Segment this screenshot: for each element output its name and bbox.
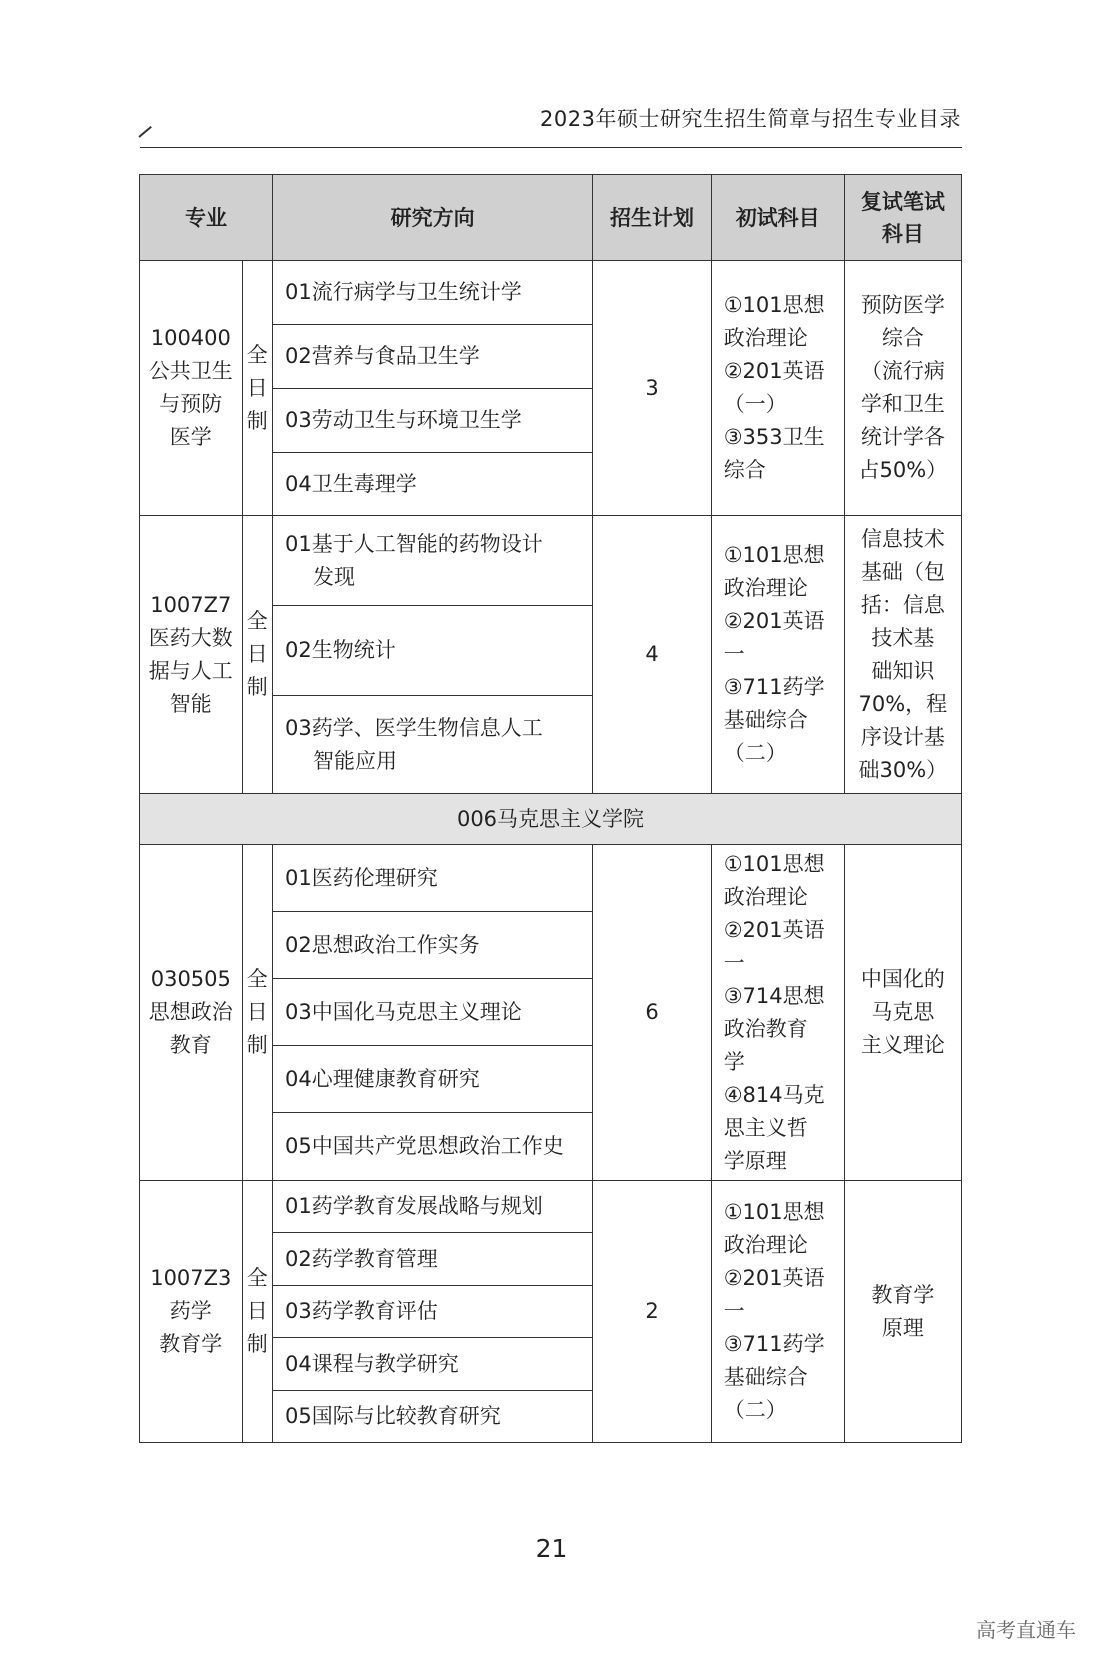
header-retest [844,175,961,261]
major-line: 医药大数 [148,625,233,650]
study-mode-cell [242,1181,272,1443]
direction-cell [272,389,592,453]
exam-subject-line: 一 [723,950,745,975]
direction-line: 04课程与教学研究 [284,1351,459,1376]
direction-line: 04心理健康教育研究 [284,1066,480,1091]
direction-line: 发现 [312,564,355,589]
exam-subject-line: （一） [723,392,787,416]
major-line: 思想政治 [148,1000,233,1024]
direction-line: 02思想政治工作实务 [284,932,480,957]
retest-subject-line: 综合 [881,326,924,350]
direction-cell [272,696,592,794]
retest-subject-line: 括：信息 [860,592,945,617]
retest-subject-line: 预防医学 [860,293,945,317]
direction-cell [272,1286,592,1338]
header-slash-mark [138,126,152,138]
study-mode-char: 日 [246,1000,268,1024]
retest-subject-cell [844,261,961,516]
header-direction: 研究方向 [272,175,592,261]
exam-subject-line: 政治理论 [723,884,808,909]
direction-line: 02生物统计 [284,638,396,662]
exam-subject-line: ③711药学 [723,675,825,699]
exam-subjects-cell [711,261,844,516]
plan-cell: 3 [593,261,711,516]
running-header-title: 2023年硕士研究生招生简章与招生专业目录 [540,107,961,131]
direction-line: 03药学、医学生物信息人工 [284,715,543,740]
retest-subject-line: 70%，程 [858,691,948,716]
major-line: 公共卫生 [148,359,233,383]
study-mode-char: 全 [246,609,268,633]
direction-line: 01基于人工智能的药物设计 [284,531,543,556]
direction-cell [272,325,592,389]
exam-subject-line: ①101思想 [723,293,825,317]
exam-subject-line: 基础综合 [723,708,808,732]
direction-line: 05国际与比较教育研究 [284,1404,501,1428]
retest-subject-line: 原理 [881,1315,924,1340]
direction-cell [272,912,592,979]
retest-subject-cell [844,845,961,1181]
table-body-lower [140,845,962,1443]
exam-subject-line: ①101思想 [723,851,825,876]
exam-subject-line: ③353卫生 [723,425,825,449]
study-mode-cell [242,845,272,1181]
direction-line: 01药学教育发展战略与规划 [284,1194,543,1218]
college-row [140,794,962,845]
study-mode-char: 全 [246,1266,268,1290]
retest-subject-line: 马克思 [871,1000,935,1024]
direction-cell [272,1181,592,1233]
direction-line: 03中国化马克思主义理论 [284,999,522,1024]
plan-cell: 4 [593,516,711,794]
exam-subject-line: 学 [723,1049,745,1074]
exam-subject-line: 一 [723,642,745,666]
direction-line: 03劳动卫生与环境卫生学 [284,408,522,432]
retest-subject-line: 中国化的 [860,967,945,991]
study-mode-char: 制 [246,1332,268,1356]
major-line: 据与人工 [148,658,233,683]
direction-cell [272,1046,592,1113]
direction-cell [272,453,592,516]
major-cell [140,845,243,1181]
retest-subject-line: 统计学各 [860,425,945,449]
direction-cell [272,1113,592,1181]
study-mode-cell [242,516,272,794]
exam-subjects-cell [711,516,844,794]
exam-subject-line: 综合 [723,458,766,482]
exam-subject-line: ④814马克 [723,1082,825,1107]
major-line: 1007Z3 [150,1266,232,1290]
direction-cell [272,606,592,696]
exam-subject-line: 学原理 [723,1148,787,1173]
major-line: 教育 [169,1033,212,1057]
table-body-upper [140,261,962,794]
retest-subject-cell [844,516,961,794]
header-major: 专业 [140,175,273,261]
exam-subject-line: ②201英语 [723,917,825,942]
exam-subjects-cell [711,1181,844,1443]
header-rule [140,147,962,148]
study-mode-char: 制 [246,1033,268,1057]
table-row [140,845,962,912]
study-mode-char: 全 [246,967,268,991]
direction-cell [272,261,592,325]
page-number: 21 [535,1534,568,1563]
retest-subject-line: 序设计基 [860,724,945,749]
admissions-catalog-table [139,174,962,1443]
study-mode-char: 制 [246,675,268,699]
direction-cell [272,1338,592,1391]
exam-subject-line: ②201英语 [723,359,825,383]
retest-subject-line: 教育学 [871,1282,935,1307]
exam-subject-line: ③711药学 [723,1332,825,1356]
header-retest-line: 复试笔试 [860,189,945,214]
retest-subject-cell [844,1181,961,1443]
study-mode-char: 日 [246,1299,268,1323]
college-name: 006马克思主义学院 [140,794,962,845]
study-mode-char: 日 [246,642,268,666]
exam-subject-line: 思主义哲 [723,1115,808,1140]
exam-subject-line: ①101思想 [723,543,825,567]
plan-cell: 2 [593,1181,711,1443]
major-line: 医学 [169,425,212,449]
header-exam: 初试科目 [711,175,844,261]
exam-subject-line: 政治理论 [723,1233,808,1257]
retest-subject-line: （流行病 [860,359,945,383]
direction-line: 02营养与食品卫生学 [284,344,480,368]
exam-subject-line: 政治理论 [723,326,808,350]
table-row [140,261,962,325]
direction-line: 03药学教育评估 [284,1299,438,1323]
major-line: 1007Z7 [150,592,232,617]
major-line: 100400 [150,326,231,350]
direction-cell [272,516,592,606]
study-mode-char: 全 [246,342,268,367]
retest-subject-line: 基础（包 [860,559,945,584]
major-line: 与预防 [159,392,223,416]
retest-subject-line: 主义理论 [860,1033,945,1057]
header-plan: 招生计划 [593,175,711,261]
retest-subject-line: 占50%） [858,458,948,482]
direction-line: 02药学教育管理 [284,1246,438,1271]
direction-line: 01流行病学与卫生统计学 [284,280,522,304]
exam-subject-line: 基础综合 [723,1365,808,1389]
exam-subject-line: 一 [723,1299,745,1323]
plan-cell: 6 [593,845,711,1181]
exam-subject-line: ②201英语 [723,1266,825,1290]
header-retest-line: 科目 [881,221,924,246]
direction-cell [272,845,592,912]
table-row [140,516,962,606]
retest-subject-line: 础30%） [858,757,948,782]
major-cell [140,516,243,794]
major-line: 药学 [169,1299,212,1323]
exam-subject-line: ①101思想 [723,1200,825,1224]
direction-cell [272,1233,592,1286]
watermark: 高考直通车 [976,1618,1076,1642]
exam-subject-line: ②201英语 [723,609,825,633]
exam-subject-line: 政治理论 [723,576,808,600]
direction-cell [272,1391,592,1443]
exam-subjects-cell [711,845,844,1181]
table-header-row [140,175,962,261]
study-mode-char: 制 [246,408,268,433]
study-mode-cell [242,261,272,516]
major-line: 教育学 [159,1332,223,1356]
retest-subject-line: 础知识 [871,658,935,683]
major-line: 智能 [169,691,212,716]
major-cell [140,261,243,516]
direction-line: 05中国共产党思想政治工作史 [284,1134,564,1158]
retest-subject-line: 学和卫生 [860,392,945,416]
exam-subject-line: （二） [723,1398,787,1422]
direction-cell [272,979,592,1046]
direction-line: 01医药伦理研究 [284,865,438,890]
exam-subject-line: ③714思想 [723,983,825,1008]
table-row [140,1181,962,1233]
retest-subject-line: 信息技术 [860,526,945,551]
direction-line: 04卫生毒理学 [284,471,417,496]
major-cell [140,1181,243,1443]
major-line: 030505 [150,967,231,991]
table-body-college [140,794,962,845]
direction-line: 智能应用 [312,748,397,773]
study-mode-char: 日 [246,375,268,400]
retest-subject-line: 技术基 [871,625,935,650]
exam-subject-line: （二） [723,741,787,765]
exam-subject-line: 政治教育 [723,1016,808,1041]
